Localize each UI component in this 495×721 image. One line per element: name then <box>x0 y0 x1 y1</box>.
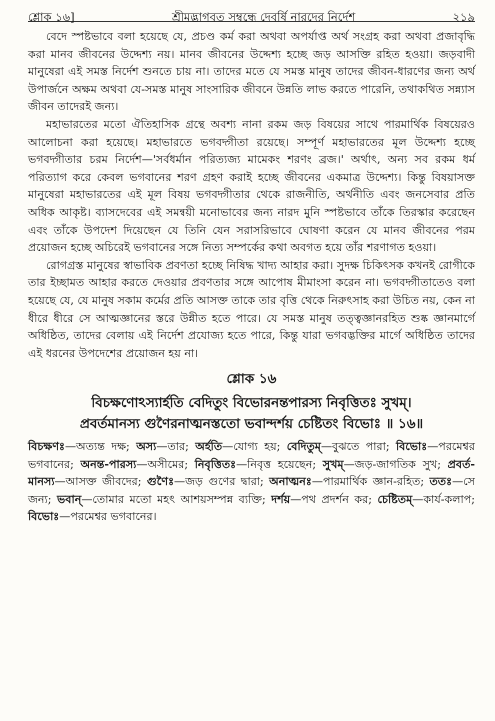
paragraph: মহাভারতের মতো ঐতিহাসিক গ্রন্থে অবশ্য নানা রকম জড় বিষয়ের সাথে পারমার্থিক বিষয়েরও আলোচনা করা হয়েছে। মহাভারতে ভগবদ্গীতা রয়েছে। সম্পূর্ণ মহাভারতের মূল উদ্দেশ্য হচ্ছে ভগবদ্গীতার চরম নির্দেশ—'সর্বধর্মান পরিত্যজ্য মামেকং শরণং ব্রজ।' অর্থাৎ, অন্য সব রকম ধর্ম পরিত্যাগ করে কেবল ভগবানের শরণ গ্রহণ করাই হচ্ছে জীবনের একমাত্র উদ্দেশ্য। কিন্তু বিষয়াসক্ত মানুষেরা মহাভারতের এই মূল বিষয় ভগবদ্গীতার থেকে রাজনীতি, অর্থনীতি এবং জনসেবার প্রতি অধিক আকৃষ্ট। ব্যাসদেবের এই সমন্বয়ী মনোভাবের জন্য নারদ মুনি স্পষ্টভাবে তাঁকে তিরস্কার করেছেন এবং তাঁকে উপদেশ দিয়েছেন যে তিনি যেন সরাসরিভাবে ঘোষণা করেন যে মানব জীবনের পরম প্রয়োজন হচ্ছে অচিরেই ভগবানের সঙ্গে নিত্য সম্পর্কের কথা অবগত হয়ে তাঁর শরণাগত হওয়া। <box>28 117 475 255</box>
synonym-meaning: —যোগ্য হয়; <box>222 440 287 454</box>
synonym-term: সুখম্ <box>322 457 344 471</box>
synonym-meaning: —নিবৃত্ত হয়েছেন; <box>236 457 323 471</box>
running-header <box>28 0 475 22</box>
synonym-term: ভবান্ <box>57 492 82 506</box>
synonym-meaning: —বুঝতে পারা; <box>320 440 396 454</box>
synonym-meaning: —আসক্ত জীবদের; <box>54 475 147 489</box>
synonym-meaning: —পথ প্রদর্শন কর; <box>290 492 378 506</box>
synonym-term: অর্হতি <box>195 440 223 454</box>
synonym-term: বিভোঃ <box>395 440 428 454</box>
synonym-term: অনাত্মনঃ <box>269 475 312 489</box>
synonym-term: দর্শয় <box>271 492 291 506</box>
synonym-meaning: —কার্য-কলাপ; <box>412 492 475 506</box>
synonym-meaning: —পরমেশ্বর ভগবানের; <box>28 440 475 471</box>
verse-line: বিচক্ষণোঽস্যার্হতি বেদিতুং বিভোরনন্তপারস্য নিবৃত্তিতঃ সুখম্। <box>91 395 412 412</box>
synonym-term: অস্য <box>136 440 157 454</box>
synonym-term: নিবৃত্তিতঃ <box>194 457 237 471</box>
header-verse-ref: শ্লোক ১৬] <box>28 10 75 24</box>
page-number: ২১৯ <box>452 10 475 24</box>
header-title: শ্রীমদ্ভাগবত সম্বন্ধে দেবর্ষি নারদের নির্দেশ <box>171 10 356 24</box>
synonym-meaning: —জড়-জাগতিক সুখ; <box>343 457 448 471</box>
synonym-meaning: —অসীমের; <box>136 457 195 471</box>
synonym-term: বেদিতুম্ <box>286 440 321 454</box>
synonym-term: অনন্ত-পারস্য <box>80 457 137 471</box>
sanskrit-verse <box>28 393 475 435</box>
purport-text <box>28 28 475 362</box>
synonym-term: গুণৈঃ <box>146 475 175 489</box>
synonym-meaning: —পরমেশ্বর ভগবানের। <box>59 509 157 523</box>
paragraph: রোগগ্রস্ত মানুষের স্বাভাবিক প্রবণতা হচ্ছে নিষিদ্ধ খাদ্য আহার করা। সুদক্ষ চিকিৎসক কখনই রোগীকে তার ইচ্ছামত আহার করতে দেওয়ার প্রবণতার সঙ্গে আপোষ মীমাংসা করেন না। ভগবদ্গীতাতেও বলা হয়েছে যে, যে মানুষ সকাম কর্মের প্রতি আসক্ত তাকে তার বৃত্তি থেকে নিরুৎসাহ করা উচিত নয়, কেন না ধীরে ধীরে সে আত্মজ্ঞানের স্তরে উন্নীত হতে পারে। যে সমস্ত মানুষ তত্ত্বজ্ঞানরহিত শুষ্ক জ্ঞানমার্গে অধিষ্ঠিত, তাদের বেলায় এই নির্দেশ প্রযোজ্য হতে পারে, কিন্তু যারা ভগবদ্ভক্তির মার্গে অধিষ্ঠিত তাদের এই ধরনের উপদেশের প্রয়োজন হয় না। <box>28 258 475 360</box>
word-synonyms <box>28 438 475 525</box>
synonym-meaning: —সে জন্য; <box>28 475 475 506</box>
synonym-term: চেষ্টিতম্ <box>377 492 413 506</box>
synonym-meaning: —তোমার মতো মহৎ আশয়সম্পন্ন ব্যক্তি; <box>81 492 272 506</box>
synonym-meaning: —পারমার্থিক জ্ঞান-রহিত; <box>311 475 430 489</box>
verse-line: প্রবর্তমানস্য গুণৈরনাত্মনস্ততো ভবান্দর্শয় চেষ্টিতং বিভোঃ ॥ ১৬॥ <box>79 416 424 433</box>
synonym-term: প্রবর্ত-মানস্য <box>28 457 475 489</box>
synonym-meaning: —তার; <box>156 440 196 454</box>
synonym-term: বিচক্ষণঃ <box>28 440 65 454</box>
synonym-meaning: —জড় গুণের দ্বারা; <box>174 475 270 489</box>
synonym-term: ততঃ <box>429 475 453 489</box>
paragraph: বেদে স্পষ্টভাবে বলা হয়েছে যে, প্রচণ্ড কর্ম করা অথবা অপর্যাপ্ত অর্থ সংগ্রহ করা অথবা প্রজাবৃদ্ধি করা মানব জীবনের উদ্দেশ্য নয়। মানব জীবনের উদ্দেশ্য হচ্ছে জড় আসক্তি রহিত হওয়া। জড়বাদী মানুষেরা এই সমস্ত নির্দেশ শুনতে চায় না। তাদের মতে যে সমস্ত মানুষ তাদের জীবন-ধারণের জন্য অর্থ উপার্জনে অক্ষম অথবা যে-সমস্ত মানুষ সাংসারিক জীবনে উন্নতি লাভ করতে পারেনি, তথাকথিত সন্ন্যাস জীবন তাদেরই জন্য। <box>28 30 475 114</box>
verse-heading: শ্লোক ১৬ <box>226 371 277 388</box>
synonym-term: বিভোঃ <box>28 509 60 523</box>
synonym-meaning: —অত্যন্ত দক্ষ; <box>64 440 137 454</box>
